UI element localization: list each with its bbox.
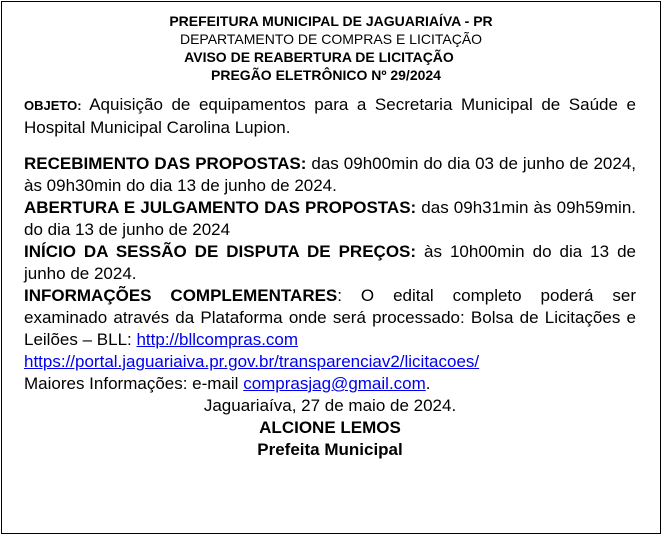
inicio-paragraph bbox=[24, 241, 636, 285]
inicio-text: às 10h00min do dia 13 de junho de 2024. bbox=[24, 242, 636, 283]
abertura-text: das 09h31min às 09h59min. do dia 13 de junho de 2024 bbox=[24, 198, 636, 239]
footer-signatory-role: Prefeita Municipal bbox=[257, 440, 403, 459]
abertura-label: ABERTURA E JULGAMENTO DAS PROPOSTAS: bbox=[24, 198, 417, 217]
header-municipality: PREFEITURA MUNICIPAL DE JAGUARIAÍVA - PR bbox=[169, 13, 493, 29]
notice-body bbox=[24, 94, 636, 461]
maiores-informacoes-text: Maiores Informações: e-mail bbox=[24, 374, 244, 393]
informacoes-text: : O edital completo poderá ser examinado através da Plataforma onde será processado: Bolsa de Licitações e Leilões – BLL: bbox=[24, 286, 637, 349]
inicio-label: INÍCIO DA SESSÃO DE DISPUTA DE PREÇOS: bbox=[24, 242, 417, 261]
header-notice-title: AVISO DE REABERTURA DE LICITAÇÃO bbox=[184, 49, 454, 65]
footer-signatory-name: ALCIONE LEMOS bbox=[259, 418, 401, 437]
portal-link[interactable]: https://portal.jaguariaiva.pr.gov.br/transparenciav2/licitacoes/ bbox=[24, 352, 480, 371]
recebimento-label: RECEBIMENTO DAS PROPOSTAS: bbox=[24, 154, 307, 173]
informacoes-paragraph bbox=[24, 285, 636, 395]
header-auction-number: PREGÃO ELETRÔNICO Nº 29/2024 bbox=[211, 67, 441, 83]
header-department: DEPARTAMENTO DE COMPRAS E LICITAÇÃO bbox=[179, 31, 483, 47]
notice-header bbox=[2, 12, 660, 84]
email-suffix: . bbox=[425, 374, 431, 393]
bll-link[interactable]: http://bllcompras.com bbox=[136, 330, 299, 349]
informacoes-label: INFORMAÇÕES COMPLEMENTARES bbox=[24, 286, 338, 305]
recebimento-text: das 09h00min do dia 03 de junho de 2024, às 09h30min do dia 13 de junho de 2024. bbox=[24, 154, 636, 195]
footer-date: Jaguariaíva, 27 de maio de 2024. bbox=[203, 396, 457, 415]
objeto-text: Aquisição de equipamentos para a Secretaria Municipal de Saúde e Hospital Municipal Carolina Lupion. bbox=[24, 95, 636, 137]
abertura-paragraph bbox=[24, 197, 636, 241]
recebimento-paragraph bbox=[24, 153, 636, 197]
notice-document bbox=[1, 1, 661, 534]
objeto-paragraph bbox=[24, 94, 636, 139]
email-link[interactable]: comprasjag@gmail.com bbox=[243, 374, 426, 393]
objeto-label: OBJETO: bbox=[24, 98, 82, 113]
